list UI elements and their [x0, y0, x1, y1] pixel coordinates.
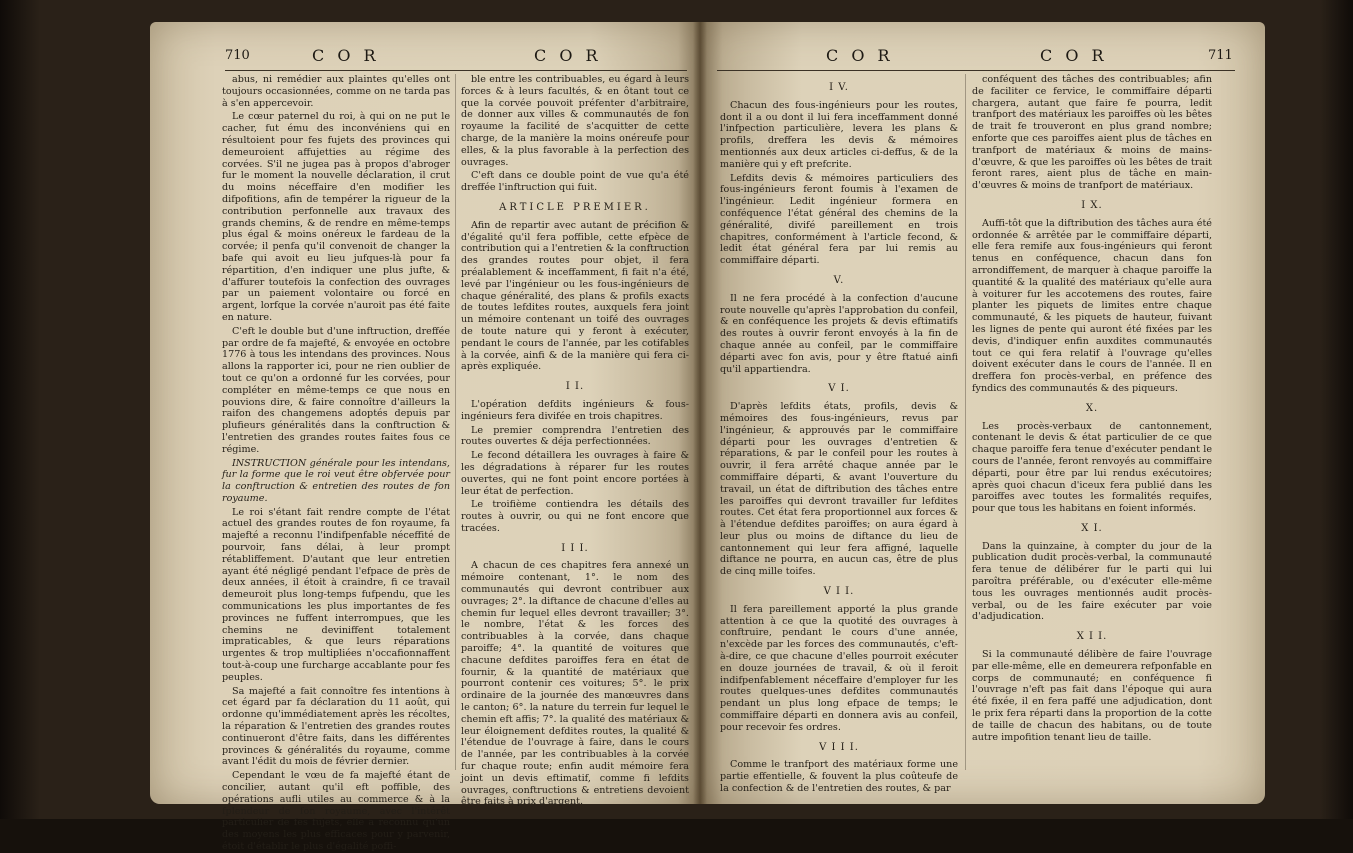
paragraph: Sa majefté a fait connoître fes intentions à cet égard par fa déclaration du 11 août, qui ordonne qu'immédiatement après les récoltes, la réparation & l'entretien des grandes routes continueront d'être faits, dans les différentes provinces & généralités du royaume, comme avant l'édit du mois de février dernier. — [222, 685, 450, 768]
paragraph: Il ne fera procédé à la confection d'aucune route nouvelle qu'après l'approbation du confeil, & en conféquence les projets & devis eftimatifs des routes à ouvrir feront envoyés à la fin de chaque année au confeil, par le commiffaire départi avec fon avis, pour y être ftatué ainfi qu'il appartiendra. — [720, 292, 958, 375]
paragraph: Auffi-tôt que la diftribution des tâches aura été ordonnée & arrêtée par le commiffaire départi, elle fera remife aux fous-ingénieurs qui feront tenus en conféquence, chacun dans fon arrondiffement, de marquer à chaque paroiffe la quantité & la qualité des matériaux qu'elle aura à voiturer fur les accotemens des routes, faire planter les piquets de limites entre chaque communauté, & les piquets de hauteur, fuivant les lignes de pente qui auront été fixées par les devis, d'indiquer enfin auxdites communautés tout ce qui fera relatif à l'ouvrage qu'elles doivent exécuter dans le cours de l'année. Il en dreffera fon procès-verbal, en préfence des fyndics des communautés & des piqueurs. — [972, 217, 1212, 394]
left-running-head-1: C O R — [312, 46, 380, 65]
paragraph: Il fera pareillement apporté la plus grande attention à ce que la quotité des ouvrages à conftruire, pendant le cours d'une année, n'excède par les forces des communautés, c'eft-à-dire, ce que chacune d'elles pourroit exécuter en douze journées de travail, & où il feroit indifpenfablement néceffaire d'employer fur les routes quelques-unes defdites communautés pendant un plus long efpace de temps; le commiffaire départi en donnera avis au confeil, pour recevoir fes ordres. — [720, 603, 958, 733]
article-heading: I I I. — [561, 542, 589, 554]
paragraph: A chacun de ces chapitres fera annexé un mémoire contenant, 1°. le nom des communautés qui devront contribuer aux ouvrages; 2°. la diftance de chacune d'elles au chemin fur lequel elles devront travailler; 3°. le nombre, l'état & les forces des contribuables à la corvée, dans chaque paroiffe; 4°. la quantité de voitures que chacune defdites paroiffes fera en état de fournir, & la quantité de matériaux que pourront contenir ces voitures; 5°. le prix ordinaire de la journée des manœuvres dans le canton; 6°. la nature du terrein fur lequel le chemin eft affis; 7°. la qualité des matériaux & leur éloignement defdites routes, la qualité & l'étendue de l'ouvrage à faire, dans le cours de l'année, par les contribuables à la corvée fur chaque route; enfin audit mémoire fera joint un devis eftimatif, comme fi lefdits ouvrages, conftructions & entretiens devoient être faits à prix d'argent. — [461, 560, 689, 808]
right-column-separator — [965, 74, 966, 770]
article-heading: X I I. — [1076, 631, 1108, 643]
paragraph: Les procès-verbaux de cantonnement, contenant le devis & état particulier de ce que chaque paroiffe fera tenue d'exécuter pendant le cours de l'année, feront renvoyés au commiffaire départi, pour être par lui rendus exécutoires; après quoi chacun d'iceux fera publié dans les paroiffes avec toutes les formalités requifes, pour que tous les habitans en foient informés. — [972, 420, 1212, 515]
article-heading: X. — [1085, 402, 1099, 414]
left-running-head-2: C O R — [534, 46, 602, 65]
paragraph: Comme le tranfport des matériaux forme une partie effentielle, & fouvent la plus coûteufe de la confection & de l'entretien des routes, & par — [720, 759, 958, 795]
paragraph: Le premier comprendra l'entretien des routes ouvertes & déja perfectionnées. — [461, 424, 689, 448]
paragraph: Dans la quinzaine, à compter du jour de la publication dudit procès-verbal, la communauté fera tenue de délibérer fur le parti qui lui paroîtra préférable, ou d'exécuter elle-même tous les ouvrages mentionnés audit procès-verbal, ou de les faire exécuter par voie d'adjudication. — [972, 540, 1212, 623]
left-column-separator — [455, 74, 456, 770]
left-page-number: 710 — [225, 48, 250, 63]
instruction-heading: INSTRUCTION générale pour les intendans, fur la forme que le roi veut être obfervée pour la conftruction & entretien des routes de fon royaume. — [222, 457, 450, 504]
book-gutter — [693, 22, 707, 804]
paragraph: Afin de repartir avec autant de précifion & d'égalité qu'il fera poffible, cette efpèce de contribution qui a l'entretien & la conftruction des grandes routes pour objet, il fera préalablement & inceffamment, fi fait n'a été, levé par l'ingénieur ou les fous-ingénieurs de chaque généralité, des plans & profils exacts de toutes lefdites routes, auxquels fera joint un mémoire contenant un toifé des ouvrages de toute nature qui y feront à exécuter, pendant le cours de l'année, par les cotifables à la corvée, ainfi & de la manière qui fera ci-après expliquée. — [461, 219, 689, 373]
paragraph: ble entre les contribuables, eu égard à leurs forces & à leurs facultés, & en ôtant tout ce que la corvée pouvoit préfenter d'arbitraire, de donner aux villes & communautés de fon royaume la facilité de s'acquitter de cette charge, de la manière la moins onéreufe pour elles, & la plus favorable à la perfection des ouvrages. — [461, 74, 689, 168]
paragraph: Cependant le vœu de fa majefté étant de concilier, autant qu'il eft poffible, des opérations aufli utiles au commerce & à la fplendeur de fon royaume, avec l'intérêt particulier de fes fujets, elle a reconnu qu'un des moyens les plus efficaces pour y parvenir, étoit d'établir le plus d'égalité poffi- — [222, 770, 450, 852]
paragraph: C'eft le double but d'une inftruction, dreffée par ordre de fa majefté, & envoyée en octobre 1776 à tous les intendans des provinces. Nous allons la rapporter ici, pour ne rien oublier de tout ce qu'on a ordonné fur les corvées, pour compléter en même-temps ce que nous en pouvions dire, & faire connoître d'ailleurs la raifon des changemens adoptés depuis par plufieurs généralités dans la conftruction & l'entretien des grandes routes faites fous ce régime. — [222, 325, 450, 455]
paragraph: Le cœur paternel du roi, à qui on ne put le cacher, fut ému des inconvéniens qui en résultoient pour fes fujets des provinces qui demeuroient affujetties au régime des corvées. S'il ne jugea pas à propos d'abroger fur le moment la nouvelle déclaration, il crut du moins néceffaire d'en modifier les difpofitions, afin de tempérer la rigueur de la contribution perfonnelle aux travaux des grands chemins, & de rendre en même-temps plus égal & moins onéreux le fardeau de la corvée; il penfa qu'il convenoit de changer la bafe qui avoit eu lieu jufques-là pour fa répartition, d'en indiquer une plus jufte, & d'affurer toutefois la confection des ouvrages par un paiement volontaire ou forcé en argent, lorfque la corvée n'auroit pas été faite en nature. — [222, 111, 450, 323]
article-heading: V. — [833, 274, 845, 286]
article-heading: X I. — [1081, 522, 1103, 534]
paragraph: abus, ni remédier aux plaintes qu'elles ont toujours occasionnées, comme on ne tarda pas à s'en appercevoir. — [222, 74, 450, 109]
right-page-number: 711 — [1208, 48, 1233, 63]
right-column-2 — [972, 74, 1212, 774]
paragraph: Le fecond détaillera les ouvrages à faire & les dégradations à réparer fur les routes ouvertes, qui ne font point encore portées à leur état de perfection. — [461, 450, 689, 497]
left-header-rule — [225, 70, 687, 71]
paragraph: Le troifième contiendra les détails des routes à ouvrir, ou qui ne font encore que tracées. — [461, 499, 689, 534]
article-heading: I X. — [1081, 199, 1103, 211]
paragraph: D'après lefdits états, profils, devis & mémoires des fous-ingénieurs, revus par l'ingénieur, & approuvés par le commiffaire départi pour les ouvrages d'entretien & réparations, & par le confeil pour les routes à ouvrir, il fera arrêté chaque année par le commiffaire départi, & avant l'ouverture du travail, un état de diftribution des tâches entre les paroiffes qui devront travailler fur lefdites routes. Cet état fera proportionnel aux forces & à l'étendue defdites paroiffes; on aura égard à leur plus ou moins de diftance du lieu de cantonnement qui leur fera affigné, laquelle diftance ne pourra, en aucun cas, être de plus de cinq mille toifes. — [720, 401, 958, 578]
article-heading: V I I I. — [819, 741, 859, 753]
left-column-1 — [222, 74, 450, 852]
paragraph: L'opération defdits ingénieurs & fous-ingénieurs fera divifée en trois chapitres. — [461, 398, 689, 422]
paragraph: C'eft dans ce double point de vue qu'a été dreffée l'inftruction qui fuit. — [461, 170, 689, 194]
article-heading: V I. — [828, 383, 850, 395]
article-heading: V I I. — [823, 586, 855, 598]
article-heading: ARTICLE PREMIER. — [499, 201, 651, 213]
right-running-head-1: C O R — [826, 46, 894, 65]
right-header-rule — [717, 70, 1235, 71]
paragraph: Chacun des fous-ingénieurs pour les routes, dont il a ou dont il lui fera inceffamment donné l'infpection particulière, levera les plans & profils, dreffera les devis & mémoires mentionnés aux deux articles ci-deffus, & de la manière qui y eft prefcrite. — [720, 99, 958, 170]
paragraph: Si la communauté délibère de faire l'ouvrage par elle-même, elle en demeurera refponfable en corps de communauté; en conféquence fi l'ouvrage n'eft pas fait dans l'époque qui aura été fixée, il en fera paffé une adjudication, dont le prix fera réparti dans la proportion de la cotte de taille de chacun des habitans, ou de toute autre impofition tenant lieu de taille. — [972, 649, 1212, 743]
article-heading: I V. — [829, 82, 849, 93]
paragraph: Le roi s'étant fait rendre compte de l'état actuel des grandes routes de fon royaume, fa majefté a reconnu l'indifpenfable néceffité de pourvoir, fans délai, à leur prompt rétabliffement. D'autant que leur entretien ayant été négligé pendant l'efpace de près de deux années, il étoit à craindre, fi ce travail demeuroit plus long-temps fufpendu, que les communications les plus importantes de fes provinces ne fuffent interrompues, que les chemins ne deviniffent totalement impraticables, & que leurs réparations urgentes & trop multipliées n'occafionnaffent tout-à-coup une furcharge accablante pour fes peuples. — [222, 506, 450, 683]
paragraph: conféquent des tâches des contribuables; afin de faciliter ce fervice, le commiffaire départi chargera, autant que faire fe pourra, ledit tranfport des matériaux les paroiffes où les bêtes de trait fe trouveront en plus grand nombre; enforte que ces paroiffes aient plus de tâches en tranfport de matériaux & moins de mains-d'œuvre, & que les paroiffes où les bêtes de trait feront rares, aient plus de tâche en main-d'œuvres & moins de tranfport de matériaux. — [972, 74, 1212, 192]
left-column-2 — [461, 74, 689, 808]
article-heading: I I. — [565, 381, 585, 393]
paragraph: Lefdits devis & mémoires particuliers des fous-ingénieurs feront foumis à l'examen de l'ingénieur. Ledit ingénieur formera en conféquence l'état général des chemins de la généralité, divifé pareillement en trois chapitres, conformément à l'article fecond, & ledit état général fera par lui remis au commiffaire départi. — [720, 172, 958, 267]
right-column-1 — [720, 74, 958, 795]
right-running-head-2: C O R — [1040, 46, 1108, 65]
